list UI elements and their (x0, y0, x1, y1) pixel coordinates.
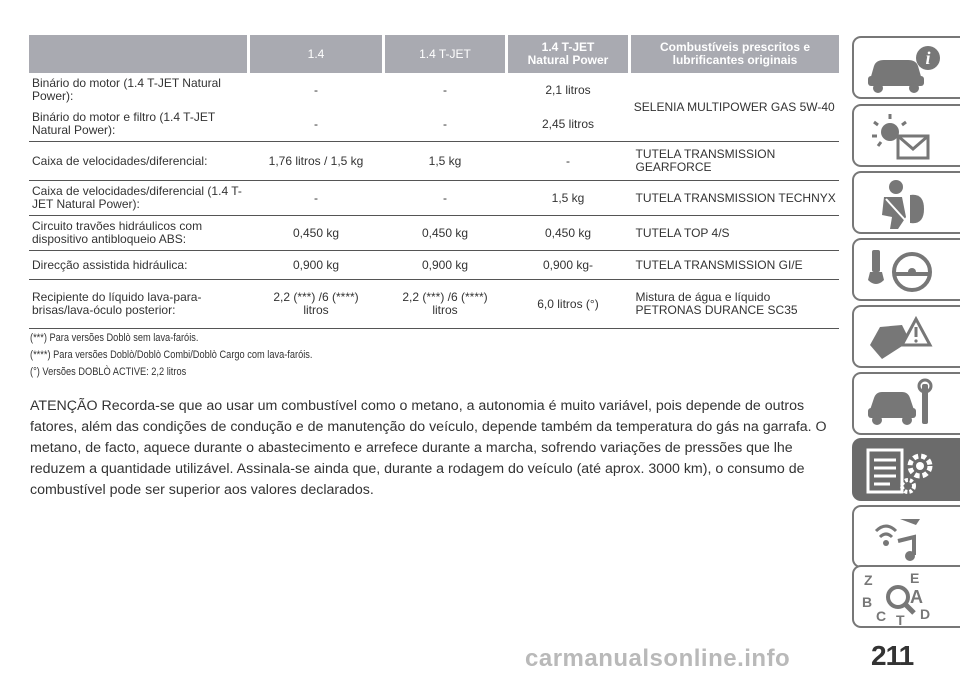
tab-index[interactable] (852, 565, 960, 628)
svg-text:i: i (925, 48, 931, 68)
cell-unit: litros (432, 303, 458, 317)
svg-text:E: E (910, 571, 920, 586)
table-row (29, 280, 839, 329)
header-1-4: 1.4 (249, 35, 384, 73)
tab-maintenance[interactable] (852, 372, 960, 435)
table-row (29, 181, 839, 216)
cell-fuel: TUTELA TOP 4/S (630, 216, 840, 251)
cell-1-4-tjet: 0,450 kg (384, 216, 507, 251)
cell-1-4: - (314, 82, 318, 97)
cell-fuel: TUTELA TRANSMISSION GI/E (630, 251, 840, 280)
svg-text:B: B (862, 594, 873, 610)
table-row (29, 73, 839, 107)
footnote: (°) Versões DOBLÒ ACTIVE: 2,2 litros (30, 366, 187, 378)
svg-text:Z: Z (864, 572, 873, 588)
cell-1-4: 0,450 kg (249, 216, 384, 251)
svg-text:T: T (896, 612, 905, 625)
cell-1-4-tjet: - (384, 107, 507, 142)
footnotes (30, 330, 312, 381)
cell-fuel: TUTELA TRANSMISSION GEARFORCE (630, 142, 840, 181)
cell-fuel-merged: SELENIA MULTIPOWER GAS 5W-40 (630, 73, 840, 142)
tab-warning-lights[interactable] (852, 104, 960, 167)
tab-starting-driving[interactable] (852, 238, 960, 301)
cell-1-4: 0,900 kg (249, 251, 384, 280)
cell-fuel: Mistura de água e líquido PETRONAS DURANCE SC35 (630, 280, 840, 329)
cell-1-4: - (249, 107, 384, 142)
cell-natural-power: 2,1 litros (545, 82, 591, 97)
watermark: carmanualsonline.info (525, 645, 791, 672)
tab-safety[interactable] (852, 171, 960, 234)
page-number: 211 (871, 640, 914, 671)
header-1-4-tjet-natural-power: 1.4 T-JET Natural Power (507, 35, 630, 73)
header-1-4-tjet: 1.4 T-JET (384, 35, 507, 73)
cell-natural-power: 0,900 kg- (507, 251, 630, 280)
row-label: Binário do motor (1.4 T-JET Natural Power): (32, 76, 221, 103)
footnote: (****) Para versões Doblò/Doblò Combi/Doblò Cargo com lava-faróis. (30, 349, 313, 361)
cell-1-4-tjet (384, 280, 507, 329)
row-label: Direcção assistida hidráulica: (29, 251, 249, 280)
header-blank (29, 35, 249, 73)
cell-1-4-tjet: 1,5 kg (384, 142, 507, 181)
cell-1-4 (249, 280, 384, 329)
footnote: (***) Para versões Doblò sem lava-faróis. (30, 332, 199, 344)
warning-paragraph: ATENÇÃO Recorda-se que ao usar um combustível como o metano, a autonomia é muito variável, pois depende de outros fatores, além das condições de condução e de manutenção do veículo, depende também da temperatura do gás na garrafa. O metano, de facto, aquece durante o abastecimento e arrefece durante a marcha, sofrendo variações de pressões que lhe reduzem a quantidade utilizável. Assinala-se ainda que, durante a rodagem do veículo (até aprox. 3000 km), o consumo de combustível pode ser superior aos valores declarados. (30, 398, 827, 498)
row-label: Caixa de velocidades/diferencial: (29, 142, 249, 181)
cell-value: 2,2 (***) /6 (****) (273, 290, 359, 304)
tab-car-info[interactable] (852, 36, 960, 99)
header-fuels-lubricants: Combustíveis prescritos e lubrificantes originais (630, 35, 840, 73)
cell-1-4-tjet: - (384, 181, 507, 216)
svg-text:D: D (920, 606, 931, 622)
table-row (29, 251, 839, 280)
cell-fuel: TUTELA TRANSMISSION TECHNYX (630, 181, 840, 216)
tab-technical-data[interactable] (852, 438, 960, 501)
table-row (29, 142, 839, 181)
lubricants-table (29, 35, 839, 329)
cell-natural-power: 6,0 litros (°) (507, 280, 630, 329)
cell-1-4-tjet: 0,900 kg (384, 251, 507, 280)
cell-unit: litros (303, 303, 329, 317)
row-label: Recipiente do líquido lava-para-brisas/lava-óculo posterior: (29, 280, 249, 329)
cell-natural-power: 2,45 litros (507, 107, 630, 142)
tab-emergency[interactable] (852, 305, 960, 368)
cell-natural-power: 1,5 kg (507, 181, 630, 216)
table-row (29, 216, 839, 251)
svg-text:A: A (910, 587, 923, 607)
cell-natural-power: - (507, 142, 630, 181)
cell-value: 2,2 (***) /6 (****) (402, 290, 488, 304)
cell-1-4: 1,76 litros / 1,5 kg (249, 142, 384, 181)
cell-1-4-tjet: - (443, 82, 447, 97)
svg-text:C: C (876, 608, 887, 624)
tab-multimedia[interactable] (852, 505, 960, 568)
table-header-row (29, 35, 839, 73)
row-label: Caixa de velocidades/diferencial (1.4 T-JET Natural Power): (29, 181, 249, 216)
row-label: Circuito travões hidráulicos com dispositivo antibloqueio ABS: (29, 216, 249, 251)
row-label: Binário do motor e filtro (1.4 T-JET Natural Power): (29, 107, 249, 142)
cell-1-4: - (249, 181, 384, 216)
cell-natural-power: 0,450 kg (507, 216, 630, 251)
